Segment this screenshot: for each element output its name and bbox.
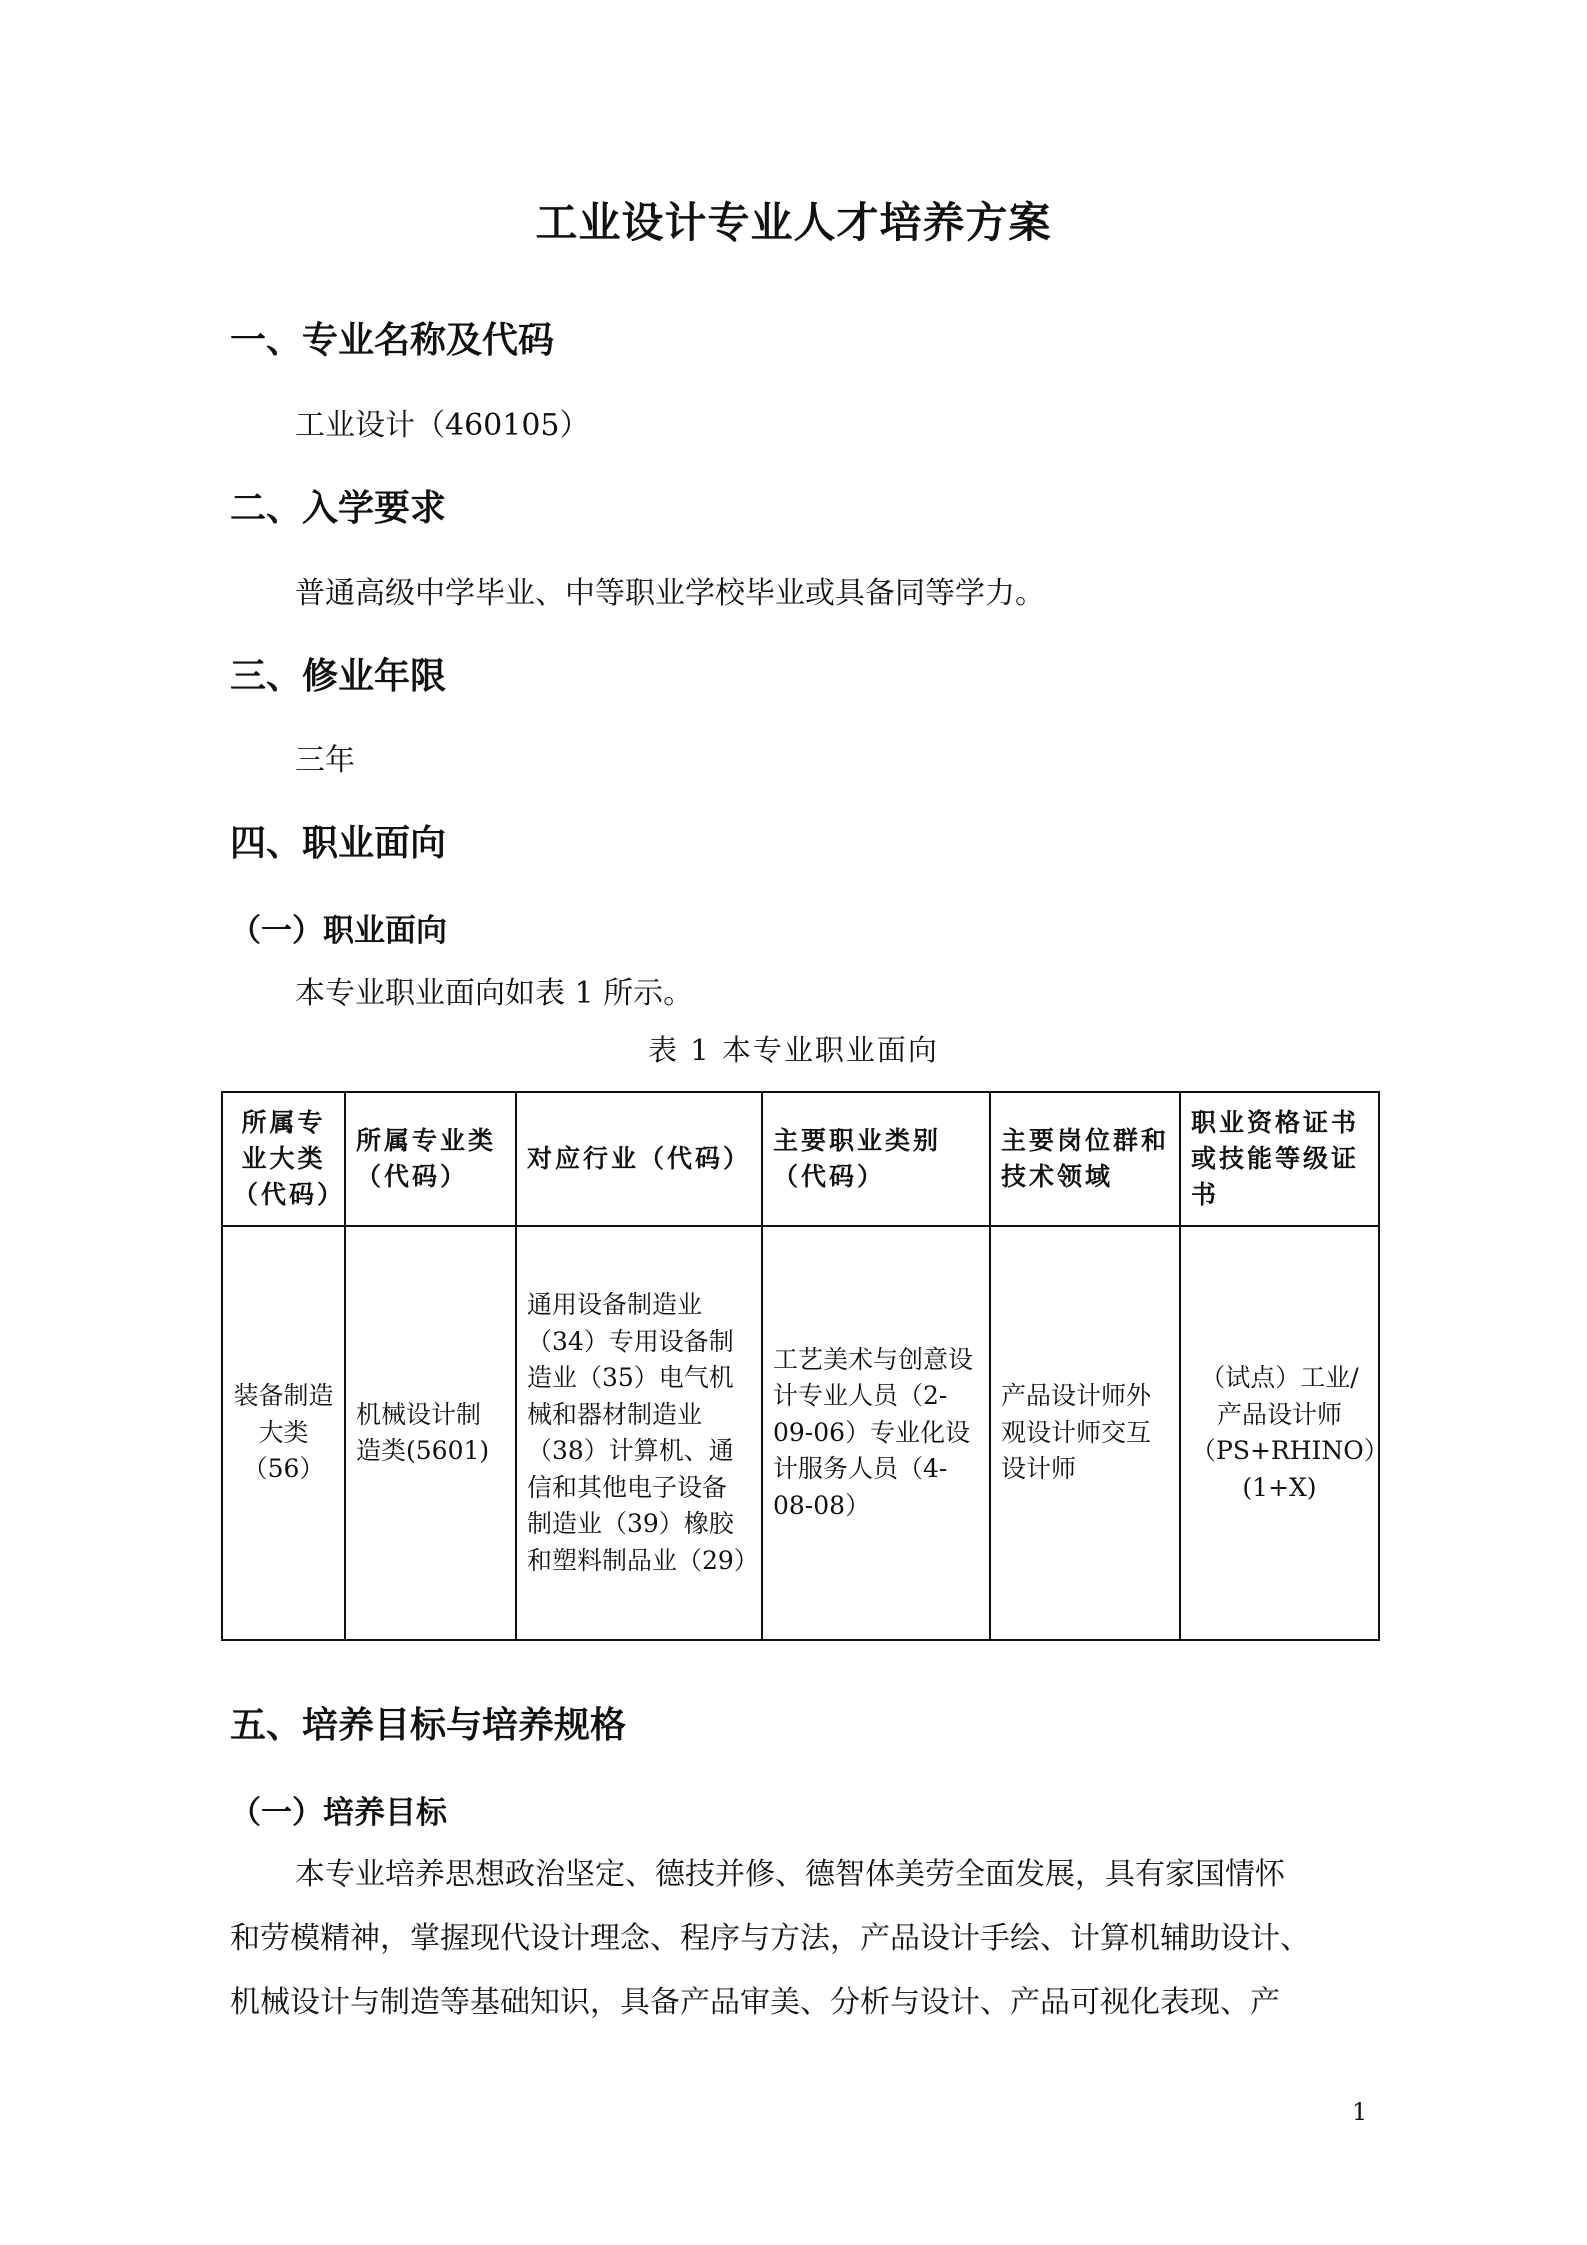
- section-1-heading: 一、专业名称及代码: [230, 320, 555, 361]
- table-cell: 工艺美术与创意设计专业人员（2-09-06）专业化设计服务人员（4-08-08）: [762, 1226, 990, 1640]
- section-4-heading: 四、职业面向: [230, 823, 447, 864]
- table-cell: 产品设计师外观设计师交互设计师: [990, 1226, 1180, 1640]
- header-cell: 主要岗位群和技术领域: [990, 1092, 1180, 1226]
- paragraph-line: 和劳模精神，掌握现代设计理念、程序与方法，产品设计手绘、计算机辅助设计、: [230, 1921, 1310, 1956]
- table-header-row: [222, 1092, 1379, 1226]
- career-orientation-table: [221, 1091, 1389, 1641]
- document-title: 工业设计专业人才培养方案: [535, 198, 1052, 247]
- section-1-text: 工业设计（460105）: [295, 408, 590, 443]
- section-2-heading: 二、入学要求: [230, 488, 447, 529]
- page-number: 1: [1352, 2098, 1368, 2126]
- section-3-text: 三年: [295, 743, 355, 778]
- paragraph-line: 本专业培养思想政治坚定、德技并修、德智体美劳全面发展，具有家国情怀: [295, 1857, 1285, 1892]
- table-cell: （试点）工业/产品设计师（PS+RHINO）(1+X): [1180, 1226, 1379, 1640]
- header-cell: 主要职业类别（代码）: [762, 1092, 990, 1226]
- section-5-subheading: （一）培养目标: [230, 1795, 447, 1831]
- section-4-subheading: （一）职业面向: [230, 913, 447, 949]
- section-3-heading: 三、修业年限: [230, 656, 447, 697]
- table-cell: 通用设备制造业（34）专用设备制造业（35）电气机械和器材制造业（38）计算机、通信和其他电子设备制造业（39）橡胶和塑料制品业（29）: [516, 1226, 762, 1640]
- section-2-text: 普通高级中学毕业、中等职业学校毕业或具备同等学力。: [295, 576, 1045, 611]
- table-cell: 机械设计制造类(5601): [345, 1226, 516, 1640]
- header-cell: 职业资格证书或技能等级证书: [1180, 1092, 1379, 1226]
- table-row: [222, 1226, 1379, 1640]
- paragraph-line: 机械设计与制造等基础知识，具备产品审美、分析与设计、产品可视化表现、产: [230, 1985, 1280, 2020]
- table-cell: 装备制造大类（56）: [222, 1226, 345, 1640]
- section-4-text: 本专业职业面向如表 1 所示。: [295, 976, 694, 1011]
- header-cell: 所属专业大类（代码）: [222, 1092, 345, 1226]
- section-5-heading: 五、培养目标与培养规格: [230, 1705, 627, 1746]
- table-caption: 表 1 本专业职业面向: [648, 1033, 939, 1067]
- header-cell: 所属专业类（代码）: [345, 1092, 516, 1226]
- header-cell: 对应行业（代码）: [516, 1092, 762, 1226]
